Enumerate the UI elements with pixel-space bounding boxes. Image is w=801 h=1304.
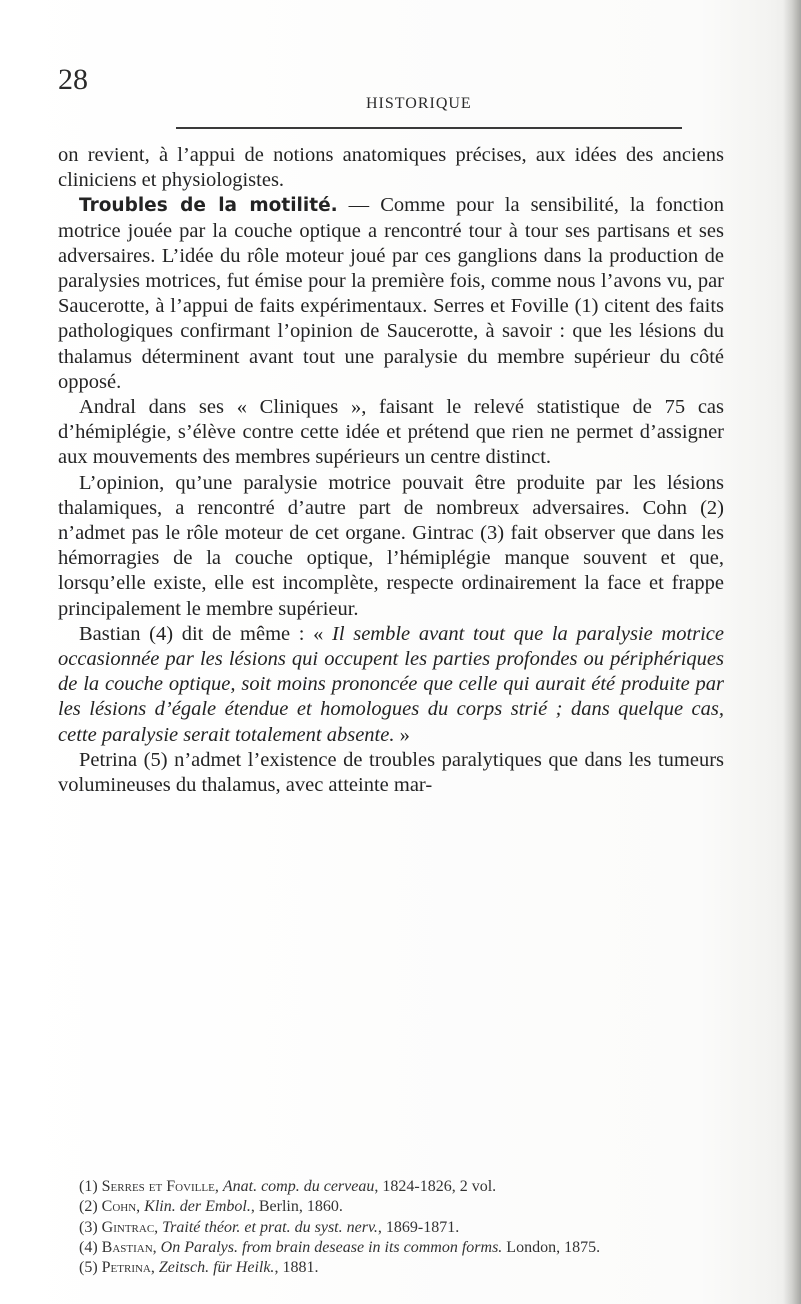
footnote-3 bbox=[58, 1218, 724, 1238]
bastian-quote: Il semble avant tout que la paralysie motrice occasionnée par les lésions qui occupent les parties profondes ou périphériques de la couche optique, soit moins prononcée que celle qui aurait été produite par les lésions d’égale étendue et homologues du corps strié ; dans quelque cas, cette paralysie serait totalement absente. bbox=[58, 622, 725, 746]
footnote-author: Bastian bbox=[101, 1238, 153, 1256]
footnote-5 bbox=[58, 1258, 724, 1278]
footnote-details: , 1824-1826, 2 vol. bbox=[374, 1178, 497, 1195]
footnote-separator: , bbox=[154, 1218, 163, 1236]
paragraph-andral: Andral dans ses « Cliniques », faisant le relevé statistique de 75 cas d’hémiplégie, s’élève contre cette idée et prétend que rien ne permet d’assigner aux mouvements des membres supérieurs un centre distinct. bbox=[58, 396, 724, 469]
footnotes bbox=[58, 1177, 724, 1278]
footnote-1 bbox=[58, 1177, 724, 1197]
paragraph-1: on revient, à l’appui de notions anatomiques précises, aux idées des anciens cliniciens et physiologistes. bbox=[58, 144, 724, 192]
paragraph-motor-troubles bbox=[58, 193, 724, 395]
paragraph-2-text: — Comme pour la sensibilité, la fonction motrice jouée par la couche optique a rencontré tour à tour ses partisans et ses adversaires. L’idée du rôle moteur joué par ces ganglions dans la production de paralysies motrices, fut émise pour la première fois, comme nous l’avons vu, par Saucerotte, à l’appui de faits expérimentaux. Serres et Foville (1) citent des faits pathologiques confirmant l’opinion de Saucerotte, à savoir : que les lésions du thalamus déterminent avant tout une paralysie du membre supérieur du côté opposé. bbox=[58, 194, 724, 393]
footnote-2 bbox=[58, 1197, 724, 1217]
header-rule bbox=[176, 127, 682, 129]
footnote-author: Serres et Foville bbox=[101, 1178, 215, 1195]
footnote-details: , Berlin, 1860. bbox=[250, 1198, 343, 1216]
footnote-author: Gintrac bbox=[101, 1218, 155, 1236]
footnote-number: (4) bbox=[79, 1238, 102, 1256]
footnote-title: Anat. comp. du cerveau bbox=[222, 1178, 375, 1195]
body-text bbox=[58, 143, 724, 798]
footnote-title: Traité théor. et prat. du syst. nerv. bbox=[162, 1218, 378, 1236]
section-heading: Troubles de la motilité. bbox=[79, 195, 338, 217]
footnote-separator: , bbox=[150, 1259, 159, 1277]
footnote-author: Petrina bbox=[101, 1259, 151, 1277]
footnote-details: , 1869-1871. bbox=[377, 1218, 460, 1236]
footnote-number: (3) bbox=[79, 1218, 102, 1236]
running-title: HISTORIQUE bbox=[366, 95, 472, 112]
footnote-separator: , bbox=[136, 1198, 145, 1216]
bastian-quote-close: » bbox=[394, 723, 410, 746]
footnote-details: London, 1875. bbox=[502, 1238, 601, 1256]
paragraph-bastian bbox=[58, 622, 724, 748]
footnote-separator: , bbox=[214, 1178, 223, 1195]
footnote-number: (5) bbox=[79, 1259, 102, 1277]
footnote-author: Cohn bbox=[101, 1198, 137, 1216]
footnote-details: , 1881. bbox=[274, 1259, 319, 1277]
bastian-lead: Bastian (4) dit de même : « bbox=[79, 622, 333, 645]
footnote-4 bbox=[58, 1238, 724, 1258]
footnote-title: Zeitsch. für Heilk. bbox=[158, 1259, 275, 1277]
footnote-separator: , bbox=[152, 1238, 161, 1256]
page-edge-shadow bbox=[783, 0, 801, 1304]
footnote-title: Klin. der Embol. bbox=[144, 1198, 251, 1216]
page-number: 28 bbox=[58, 63, 88, 96]
footnote-title: On Paralys. from brain desease in its common forms. bbox=[160, 1238, 503, 1256]
paragraph-opponents: L’opinion, qu’une paralysie motrice pouvait être produite par les lésions thalamiques, a rencontré d’autre part de nombreux adversaires. Cohn (2) n’admet pas le rôle moteur de cet organe. Gintrac (3) fait observer que dans les hémorragies de la couche optique, l’hémiplégie manque souvent et que, lorsqu’elle existe, elle est incomplète, respecte ordinairement la face et frappe principalement le membre supérieur. bbox=[58, 471, 724, 620]
paragraph-petrina: Petrina (5) n’admet l’existence de troubles paralytiques que dans les tumeurs volumineuses du thalamus, avec atteinte mar- bbox=[58, 748, 724, 797]
footnote-number: (2) bbox=[79, 1198, 102, 1216]
footnote-number: (1) bbox=[79, 1178, 102, 1195]
